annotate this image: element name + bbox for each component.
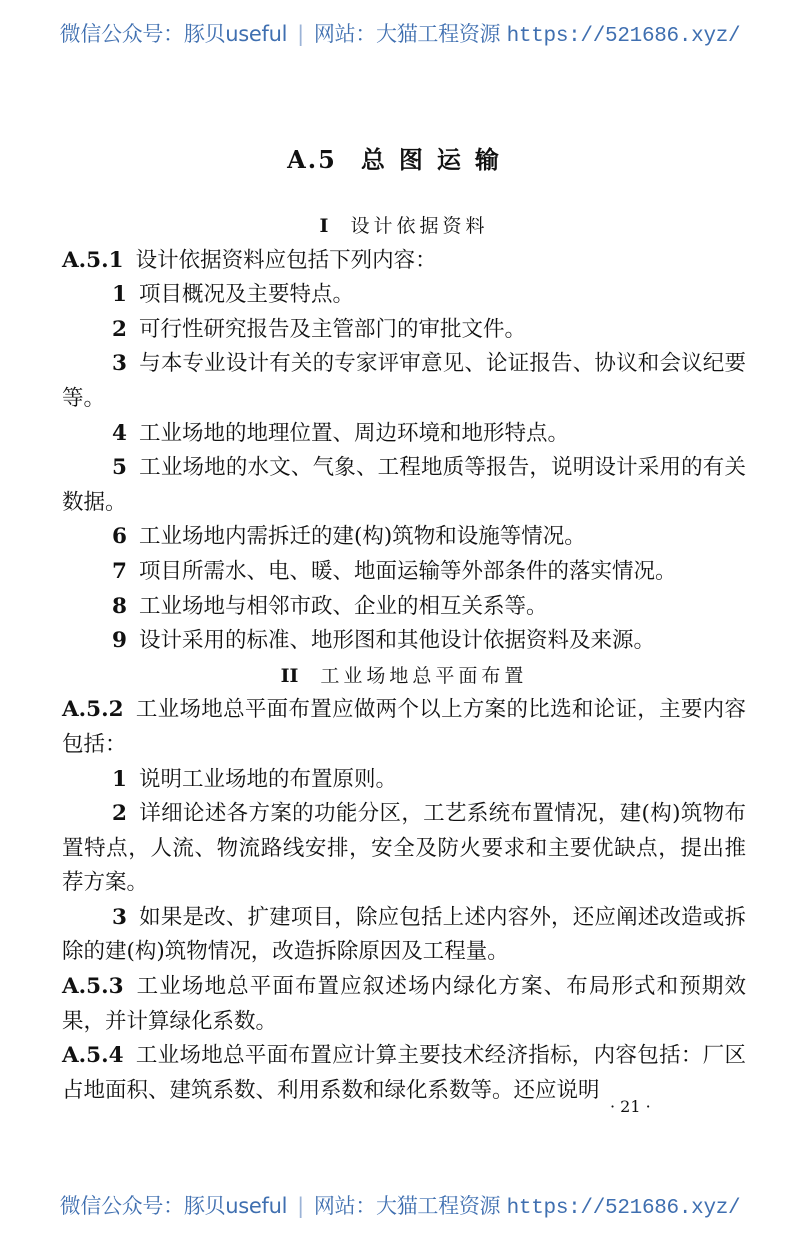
text: 如果是改、扩建项目，除应包括上述内容外，还应阐述改造或拆除的建(构)筑物情况，改造拆除原因及工程量。 [62,904,746,965]
number: 3 [112,351,127,377]
text: 工业场地的水文、气象、工程地质等报告，说明设计采用的有关数据。 [62,455,746,515]
number: A.5.3 [62,974,124,1000]
text: 工业场地内需拆迁的建(构)筑物和设施等情况。 [138,524,586,550]
list-item [62,313,746,348]
number: 6 [112,524,127,550]
watermark-site: 网站：大猫工程资源 [313,22,501,46]
section-heading: 总图运输 [360,145,513,174]
text: 可行性研究报告及主管部门的审批文件。 [138,316,526,342]
document-body [62,209,746,1108]
list-item [62,797,746,901]
subsection-heading [62,659,746,694]
text: 详细论述各方案的功能分区，工艺系统布置情况，建(构)筑物布置特点，人流、物流路线安排，安全及防火要求和主要优缺点，提出推荐方案。 [62,801,746,896]
text: 与本专业设计有关的专家评审意见、论证报告、协议和会议纪要等。 [62,351,746,411]
watermark-url[interactable]: https://521686.xyz/ [506,1197,741,1220]
section-title [0,140,800,175]
text: 工业场地总平面布置应叙述场内绿化方案、布局形式和预期效果，并计算绿化系数。 [62,974,746,1034]
list-item [62,520,746,555]
number: 2 [112,801,127,827]
number: 9 [112,628,127,654]
list-item [62,624,746,659]
text: 设计依据资料 [350,215,489,237]
number: II [280,664,299,687]
watermark-separator: | [297,22,304,46]
number: 3 [112,904,127,930]
number: A.5.1 [62,247,124,273]
watermark-wechat: 微信公众号：豚贝useful [59,22,288,46]
watermark-site: 网站：大猫工程资源 [313,1194,501,1218]
list-item [62,278,746,313]
watermark-top [0,18,800,48]
text: 设计采用的标准、地形图和其他设计依据资料及来源。 [138,628,655,654]
text: 项目所需水、电、暖、地面运输等外部条件的落实情况。 [138,558,677,584]
number: 7 [112,558,127,584]
page-number: · 21 · [610,1097,651,1116]
text: 工业场地与相邻市政、企业的相互关系等。 [138,593,548,619]
watermark-separator: | [297,1194,304,1218]
number: 5 [112,455,127,481]
list-item [62,451,746,520]
subsection-heading [62,209,746,244]
clause [62,970,746,1039]
text: 工业场地总平面布置应做两个以上方案的比选和论证，主要内容包括： [62,697,746,757]
clause [62,693,746,762]
text: 设计依据资料应包括下列内容： [135,247,437,273]
list-item [62,590,746,625]
text: 项目概况及主要特点。 [138,282,354,308]
number: 1 [112,282,127,308]
watermark-url[interactable]: https://521686.xyz/ [506,25,741,48]
number: 1 [112,766,127,792]
number: 4 [112,420,127,446]
number: 8 [112,593,127,619]
number: A.5.4 [62,1043,124,1069]
watermark-bottom [0,1190,800,1220]
text: 说明工业场地的布置原则。 [138,766,397,792]
text: 工业场地的地理位置、周边环境和地形特点。 [138,420,569,446]
list-item [62,347,746,416]
text: 工业场地总平面布置应计算主要技术经济指标，内容包括：厂区占地面积、建筑系数、利用系数和绿化系数等。还应说明 [62,1043,746,1103]
list-item [62,901,746,970]
clause [62,244,746,279]
number: I [319,215,329,237]
text: 工业场地总平面布置 [320,664,528,687]
list-item [62,555,746,590]
list-item [62,763,746,798]
watermark-wechat: 微信公众号：豚贝useful [59,1194,288,1218]
number: A.5.2 [62,697,124,723]
number: 2 [112,316,127,342]
section-number: A.5 [287,145,337,174]
list-item [62,417,746,452]
